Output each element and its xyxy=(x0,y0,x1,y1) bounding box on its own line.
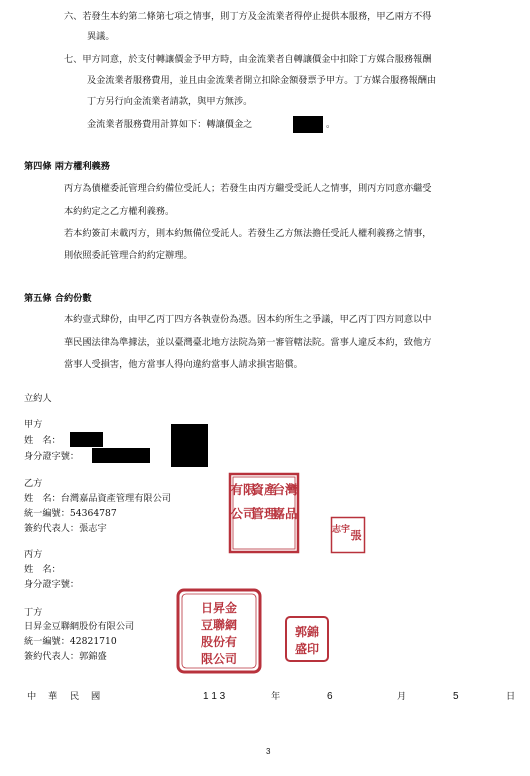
date-era-3: 民 xyxy=(70,691,80,702)
redacted-fee-rate xyxy=(293,116,323,133)
party-b-representative: 簽約代表人：張志宇 xyxy=(24,523,107,534)
fee-calculation-line: 金流業者服務費用計算如下：轉讓價金之 xyxy=(87,119,253,130)
seal-b-rep-glyph-2: 志宇 xyxy=(331,525,351,535)
clause-6-line-1: 六、若發生本約第二條第七項之情事，則丁方及金流業者得停止提供本服務，甲乙兩方不得 xyxy=(64,11,432,22)
party-c-name-label: 姓 名： xyxy=(24,564,61,575)
date-month: 6 xyxy=(327,691,333,702)
date-month-unit: 月 xyxy=(397,691,407,702)
seal-b-glyph-6: 公司 xyxy=(230,506,256,521)
clause-7-line-2: 及金流業者服務費用，並且由金流業者開立扣除金額發票予甲方。丁方媒合服務報酬由 xyxy=(87,75,437,86)
clause-7-line-3: 丁方另行向金流業者請款，與甲方無涉。 xyxy=(87,96,253,107)
seal-d-rep-glyph-row-2: 盛印 xyxy=(294,642,320,656)
date-year: 1 1 3 xyxy=(203,691,226,702)
seal-d-glyph-row-3: 股份有 xyxy=(200,635,238,649)
redacted-party-a-name xyxy=(70,432,103,447)
date-day: 5 xyxy=(453,691,459,702)
party-a-id-label: 身分證字號： xyxy=(24,451,80,462)
party-b-name: 姓 名：台灣嘉品資產管理有限公司 xyxy=(24,493,171,504)
date-day-unit: 日 xyxy=(506,691,516,702)
clause-6-line-2: 異議。 xyxy=(87,31,115,42)
seal-d-glyph-row-1: 日昇金 xyxy=(200,601,238,615)
redacted-party-a-seal xyxy=(171,424,208,467)
party-a-label: 甲方 xyxy=(24,419,43,430)
article-5-line-3: 當事人受損害，他方當事人得向違約當事人請求損害賠償。 xyxy=(64,359,303,370)
party-a-name-label: 姓 名： xyxy=(24,435,61,446)
party-d-label: 丁方 xyxy=(24,607,43,618)
date-year-unit: 年 xyxy=(271,691,281,702)
seal-d-glyph-row-2: 豆聯網 xyxy=(200,618,238,632)
party-c-label: 丙方 xyxy=(24,549,43,560)
seal-b-glyph-5: 有限 xyxy=(230,482,256,497)
article-5-line-1: 本約壹式肆份，由甲乙丙丁四方各執壹份為憑。因本約所生之爭議，甲乙丙丁四方同意以中 xyxy=(64,314,432,325)
article-4-line-1: 丙方為債權委託管理合約備位受託人；若發生由丙方繼受受託人之情事，則丙方同意亦繼受 xyxy=(64,183,432,194)
article-4-line-4: 則依照委託管理合約約定辦理。 xyxy=(64,250,193,261)
page-number: 3 xyxy=(266,747,271,756)
party-d-company-seal xyxy=(176,588,262,674)
article-4-line-3: 若本約簽訂未載丙方，則本約無備位受託人。若發生乙方無法擔任受託人權利義務之情事， xyxy=(64,228,432,239)
seal-d-rep-glyph-row-1: 郭錦 xyxy=(294,625,320,639)
date-era-2: 華 xyxy=(48,691,58,702)
party-b-tax-id: 統一編號：54364787 xyxy=(24,508,117,519)
article-5-line-2: 華民國法律為準據法，並以臺灣臺北地方法院為第一審管轄法院。當事人違反本約，致他方 xyxy=(64,337,432,348)
date-era-4: 國 xyxy=(91,691,101,702)
article-5-heading: 第五條 合約份數 xyxy=(24,293,92,304)
party-d-name: 日昇金豆聯網股份有限公司 xyxy=(24,621,135,632)
party-c-id-label: 身分證字號： xyxy=(24,579,80,590)
seal-b-glyph-3: 資產 xyxy=(251,482,277,497)
party-d-tax-id: 統一編號：42821710 xyxy=(24,636,117,647)
seal-b-glyph-2: 嘉品 xyxy=(272,506,298,521)
date-era-1: 中 xyxy=(27,691,37,702)
seal-b-glyph-1: 台灣 xyxy=(272,482,298,497)
article-4-heading: 第四條 兩方權利義務 xyxy=(24,161,110,172)
clause-7-line-1: 七、甲方同意，於支付轉讓價金予甲方時，由金流業者自轉讓價金中扣除丁方媒合服務報酬 xyxy=(64,54,432,65)
redacted-party-a-id xyxy=(92,448,150,463)
seal-d-glyph-row-4: 限公司 xyxy=(200,652,238,666)
seal-b-rep-glyph-1: 張 xyxy=(350,529,362,542)
article-4-line-2: 本約約定之乙方權利義務。 xyxy=(64,206,175,217)
seal-b-glyph-4: 管理 xyxy=(251,506,277,521)
party-b-representative-seal xyxy=(330,516,366,554)
party-d-representative-seal xyxy=(284,615,330,663)
fee-calculation-period: 。 xyxy=(326,119,336,130)
signatories-title: 立約人 xyxy=(24,393,52,404)
party-d-representative: 簽約代表人：郭錦盛 xyxy=(24,651,107,662)
party-b-label: 乙方 xyxy=(24,478,43,489)
party-b-company-seal xyxy=(228,472,300,554)
